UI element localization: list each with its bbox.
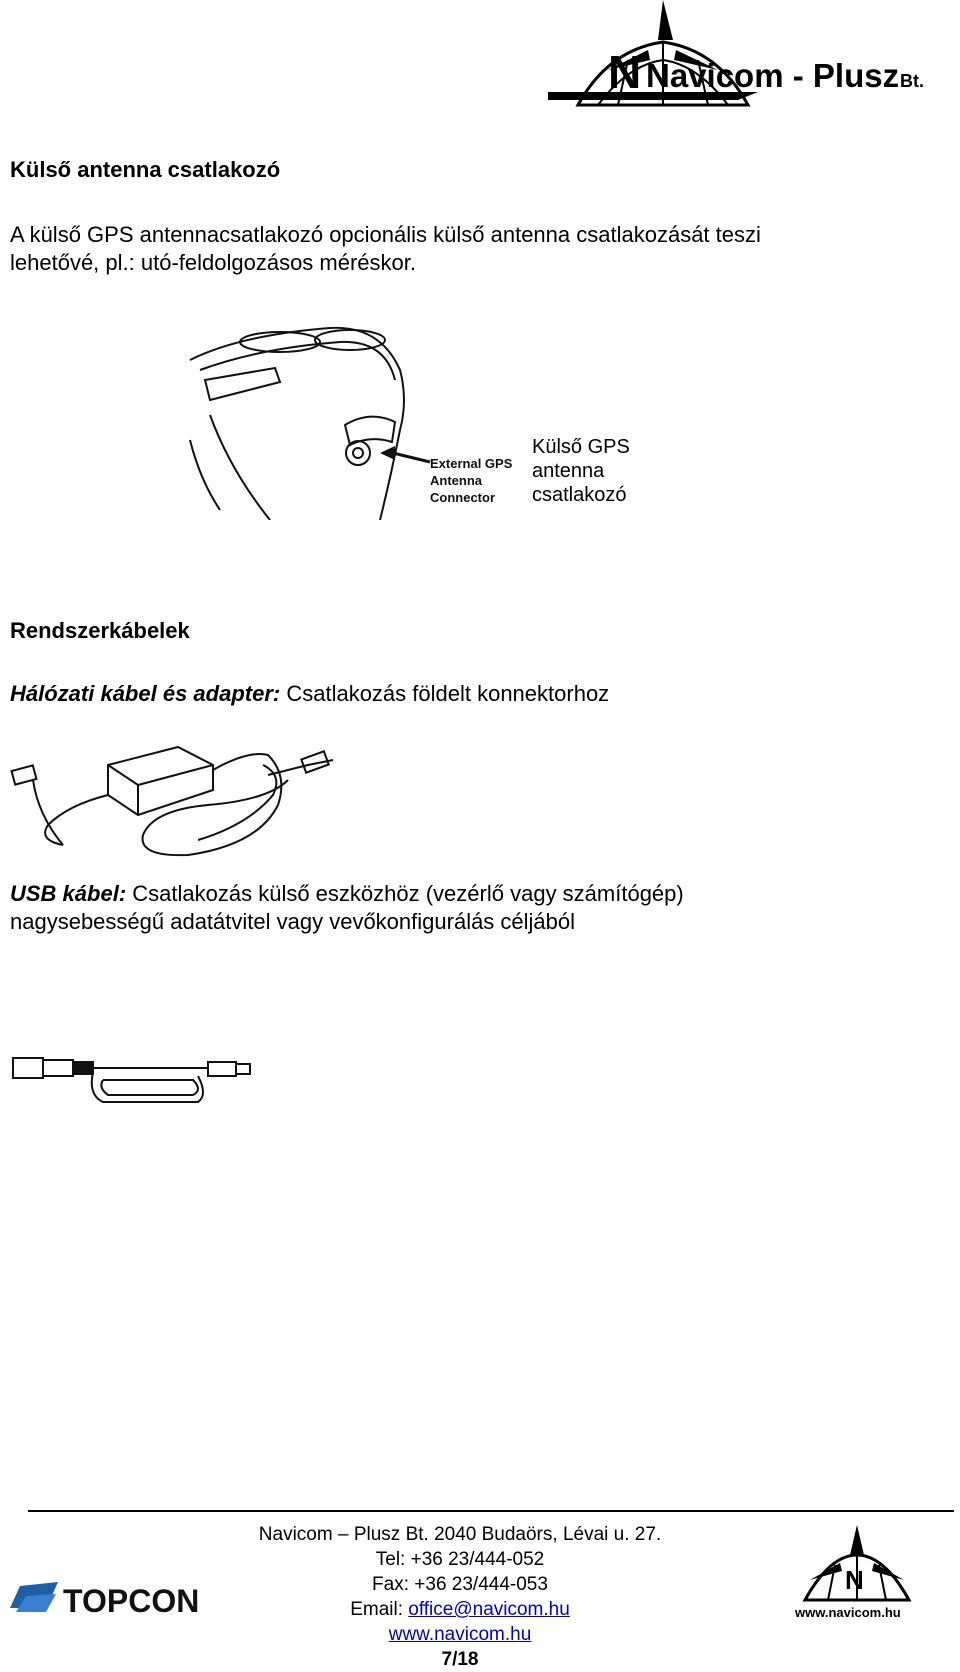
figure-label-3: Connector [430,490,495,505]
usb-cable-label: USB kábel: [10,881,127,906]
figure-label-1: External GPS [430,456,513,471]
caption-line-1: Külső GPS [532,436,630,458]
footer-contact [200,1522,720,1672]
body-text-line-2: lehetővé, pl.: utó-feldolgozásos méréskor. [10,250,417,275]
receiver-figure [180,320,540,520]
footer-divider [28,1510,954,1512]
power-cable-text [10,680,609,708]
logo-text: Navicom - Plusz [646,57,900,94]
figure-label-2: Antenna [430,473,482,488]
topcon-logo-icon [8,1578,218,1618]
power-cable-description: Csatlakozás földelt konnektorhoz [280,681,610,706]
navicom-compass-icon [790,1525,925,1620]
section-title-system-cables: Rendszerkábelek [10,618,190,643]
topcon-logo-text: TOPCON [63,1583,200,1618]
power-adapter-figure [8,735,338,860]
svg-text:N: N [845,1565,864,1595]
footer-email-link[interactable]: office@navicom.hu [408,1599,570,1620]
receiver-connector-drawing [180,320,540,520]
usb-cable-drawing [8,1050,268,1115]
caption-line-2: antenna [532,460,605,482]
power-cable-label: Hálózati kábel és adapter: [10,681,281,706]
section-title-external-antenna: Külső antenna csatlakozó [10,157,281,182]
navicom-footer-logo-url: www.navicom.hu [795,1605,901,1620]
figure-caption [532,435,630,507]
logo-suffix: Bt. [900,71,924,91]
topcon-logo [8,1578,218,1618]
usb-cable-text-line-2: nagysebességű adatátvitel vagy vevőkonfigurálás céljából [10,909,576,934]
usb-cable-text [10,880,684,908]
compass-logo-icon [548,0,948,110]
caption-line-3: csatlakozó [532,484,627,506]
footer-fax: Fax: +36 23/444-053 [372,1574,548,1595]
body-text-line-1: A külső GPS antennacsatlakozó opcionális külső antenna csatlakozását teszi [10,222,761,247]
footer-email-label: Email: [350,1599,409,1620]
svg-text:N: N [608,46,642,98]
power-adapter-drawing [8,735,338,860]
usb-cable-figure [8,1050,268,1115]
footer-web-link[interactable]: www.navicom.hu [388,1624,532,1645]
usb-cable-description: Csatlakozás külső eszközhöz (vezérlő vagy számítógép) [126,881,684,906]
page-number: 7/18 [441,1649,479,1670]
footer-address: Navicom – Plusz Bt. 2040 Budaörs, Lévai u. 27. [258,1524,662,1545]
header-logo [548,0,948,110]
footer-email-row [200,1597,720,1622]
footer-tel: Tel: +36 23/444-052 [375,1549,545,1570]
navicom-footer-logo [790,1525,925,1620]
